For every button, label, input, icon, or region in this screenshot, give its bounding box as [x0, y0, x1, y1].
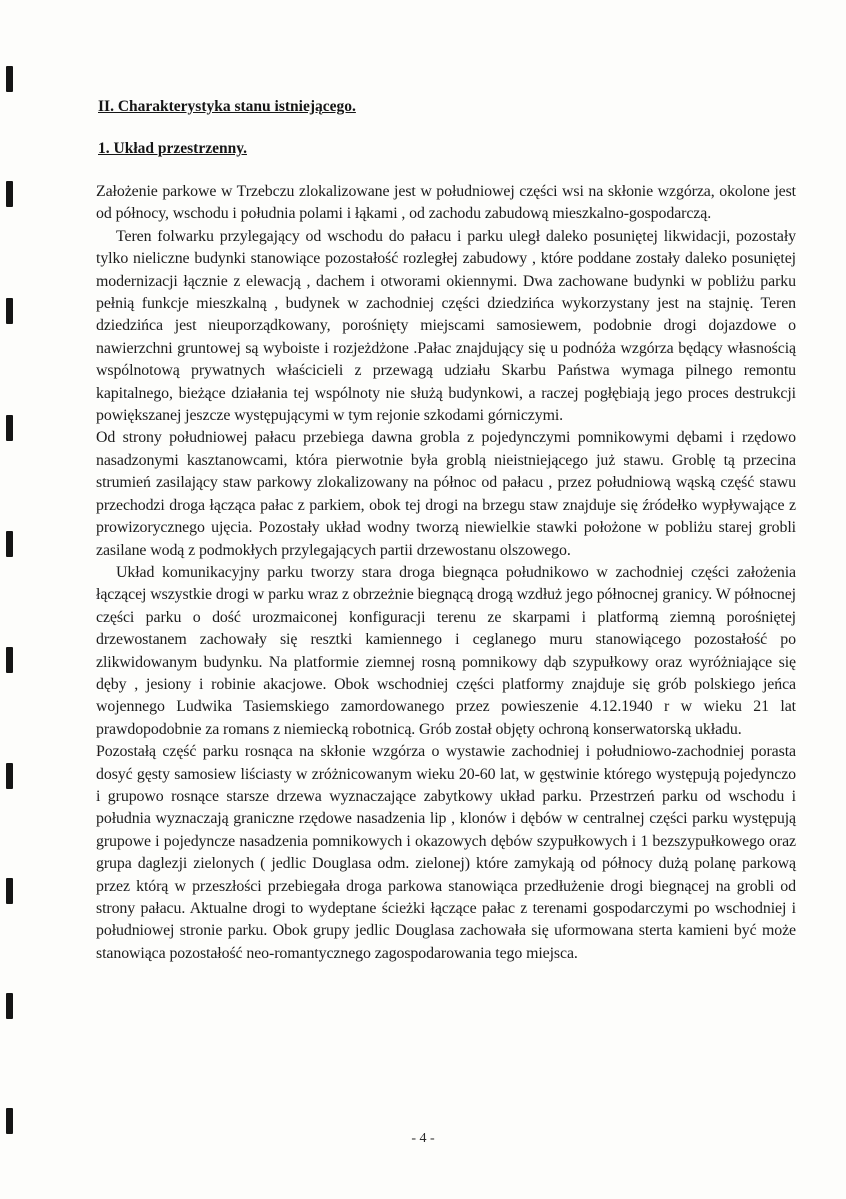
- binder-mark: [6, 763, 13, 789]
- page-number: - 4 -: [411, 1131, 435, 1146]
- paragraph: Od strony południowej pałacu przebiega dawna grobla z pojedynczymi pomnikowymi dębami i rzędowo nasadzonymi kasztanowcami, która pierwotnie była groblą nieistniejącego już stawu. Groblę tą przecina strumień zasilający staw parkowy zlokalizowany na północ od pałacu , przez południową wąską część stawu przechodzi droga łącząca pałac z parkiem, obok tej drogi na brzegu staw znajduje się źródełko wypływające z prowizorycznego ujęcia. Pozostały układ wodny tworzą niewielkie stawki położone w pobliżu starej grobli zasilane wodą z podmokłych przylegających partii drzewostanu olszowego.: [96, 429, 796, 559]
- paragraph: Układ komunikacyjny parku tworzy stara droga biegnąca południkowo w zachodniej części założenia łączącej wszystkie drogi w parku wraz z obrzeżnie biegnącą drogą wzdłuż jego północnej granicy. W północnej części parku o dość urozmaiconej konfiguracji terenu ze skarpami i platformą ziemną porośniętej drzewostanem zachowały się resztki kamiennego i ceglanego muru stanowiącego pozostałość po zlikwidowanym budynku. Na platformie ziemnej rosną pomnikowy dąb szypułkowy oraz wyróżniające się dęby , jesiony i robinie akacjowe. Obok wschodniej części platformy znajduje się grób polskiego jeńca wojennego Ludwika Tasiemskiego zamordowanego przez powieszenie 4.12.1940 r w wieku 21 lat prawdopodobnie za romans z niemiecką robotnicą. Grób został objęty ochroną konserwatorską układu.: [96, 563, 796, 738]
- section-title: II. Charakterystyka stanu istniejącego.: [98, 98, 356, 115]
- binder-mark: [6, 993, 13, 1019]
- binder-mark: [6, 415, 13, 441]
- binder-hole-marks: [0, 0, 20, 1199]
- binder-mark: [6, 878, 13, 904]
- binder-mark: [6, 647, 13, 673]
- subsection-title: 1. Układ przestrzenny.: [98, 140, 247, 157]
- paragraph: Pozostałą część parku rosnąca na skłonie wzgórza o wystawie zachodniej i południowo-zachodniej porasta dosyć gęsty samosiew liściasty w zróżnicowanym wieku 20-60 lat, w gęstwinie którego występują pojedynczo i grupowo rosnące starsze drzewa wyznaczające zabytkowy układ parku. Przestrzeń parku od wschodu i południa wyznaczają graniczne rzędowe nasadzenia lip , klonów i dębów w centralnej części parku występują grupowe i pojedyncze nasadzenia pomnikowych i okazowych dębów szypułkowych i 1 bezszypułkowego oraz grupa daglezji zielonych ( jedlic Douglasa odm. zielonej) które zamykają od północy dużą polanę parkową przez którą w przeszłości przebiegała droga parkowa stanowiąca przedłużenie drogi biegnącej na grobli od strony pałacu. Aktualne drogi to wydeptane ścieżki łączące pałac z terenami gospodarczymi po wschodniej i południowej stronie parku. Obok grupy jedlic Douglasa zachowała się uformowana sterta kamieni być może stanowiąca pozostałość neo-romantycznego zagospodarowania tego miejsca.: [96, 743, 796, 962]
- paragraph: Teren folwarku przylegający od wschodu do pałacu i parku uległ daleko posuniętej likwidacji, pozostały tylko nieliczne budynki stanowiące pozostałość rozległej zabudowy , które poddane zostały daleko posuniętej modernizacji łącznie z elewacją , dachem i otworami okiennymi. Dwa zachowane budynki w pobliżu parku pełnią funkcje mieszkalną , budynek w zachodniej części dziedzińca wykorzystany jest na stajnię. Teren dziedzińca jest nieuporządkowany, porośnięty miejscami samosiewem, podobnie drogi dojazdowe o nawierzchni gruntowej są wyboiste i rozjeżdżone .Pałac znajdujący się u podnóża wzgórza będący własnością wspólnotową prywatnych właścicieli z przewagą udziału Skarbu Państwa wymaga pilnego remontu kapitalnego, bieżące działania tej wspólnoty nie służą budynkowi, a raczej pogłębiają jego proces destrukcji powiększanej jeszcze występującymi w tym rejonie szkodami górniczymi.: [96, 227, 796, 425]
- binder-mark: [6, 66, 13, 92]
- binder-mark: [6, 298, 13, 324]
- binder-mark: [6, 181, 13, 207]
- paragraph: Założenie parkowe w Trzebczu zlokalizowane jest w południowej części wsi na skłonie wzgórza, okolone jest od północy, wschodu i południa polami i łąkami , od zachodu zabudową mieszkalno-gospodarczą.: [96, 183, 796, 223]
- document-body: [96, 98, 796, 965]
- binder-mark: [6, 531, 13, 557]
